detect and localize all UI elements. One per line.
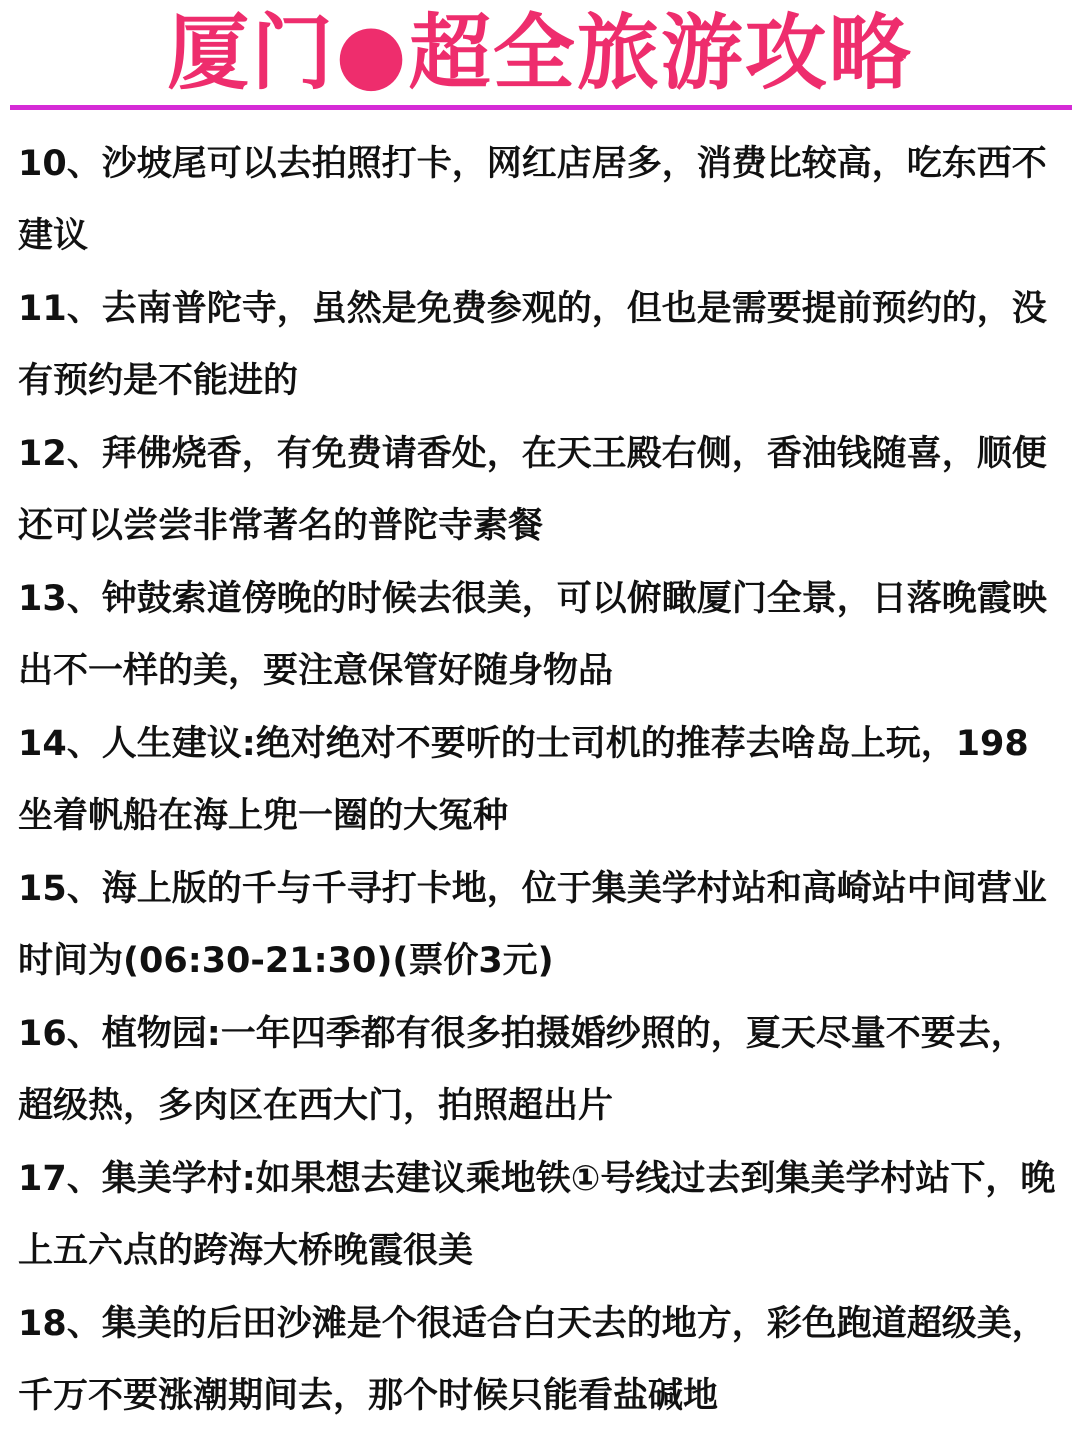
tip-item-13: 13、钟鼓索道傍晚的时候去很美，可以俯瞰厦门全景，日落晚霞映出不一样的美，要注意保管好随身物品: [18, 579, 1047, 691]
tip-item-17: 17、集美学村:如果想去建议乘地铁①号线过去到集美学村站下，晚上五六点的跨海大桥晚霞很美: [18, 1159, 1056, 1271]
tip-item-12: 12、拜佛烧香，有免费请香处，在天王殿右侧，香油钱随喜，顺便还可以尝尝非常著名的普陀寺素餐: [18, 434, 1047, 546]
page-header: [0, 0, 1080, 100]
page-title: 厦门●超全旅游攻略: [167, 6, 913, 101]
tip-item-16: 16、植物园:一年四季都有很多拍摄婚纱照的，夏天尽量不要去，超级热，多肉区在西大门，拍照超出片: [18, 1014, 1026, 1126]
tip-item-15: 15、海上版的千与千寻打卡地，位于集美学村站和高崎站中间营业时间为(06:30-21:30)(票价3元): [18, 869, 1047, 981]
tips-list: [18, 128, 1058, 1433]
tip-item-11: 11、去南普陀寺，虽然是免费参观的，但也是需要提前预约的，没有预约是不能进的: [18, 289, 1047, 401]
tip-item-18: 18、集美的后田沙滩是个很适合白天去的地方，彩色跑道超级美，千万不要涨潮期间去，那个时候只能看盐碱地: [18, 1304, 1047, 1416]
tip-item-10: 10、沙坡尾可以去拍照打卡，网红店居多，消费比较高，吃东西不建议: [18, 144, 1047, 256]
title-divider: [10, 105, 1072, 110]
tip-item-14: 14、人生建议:绝对绝对不要听的士司机的推荐去啥岛上玩，198坐着帆船在海上兜一圈的大冤种: [18, 724, 1029, 836]
